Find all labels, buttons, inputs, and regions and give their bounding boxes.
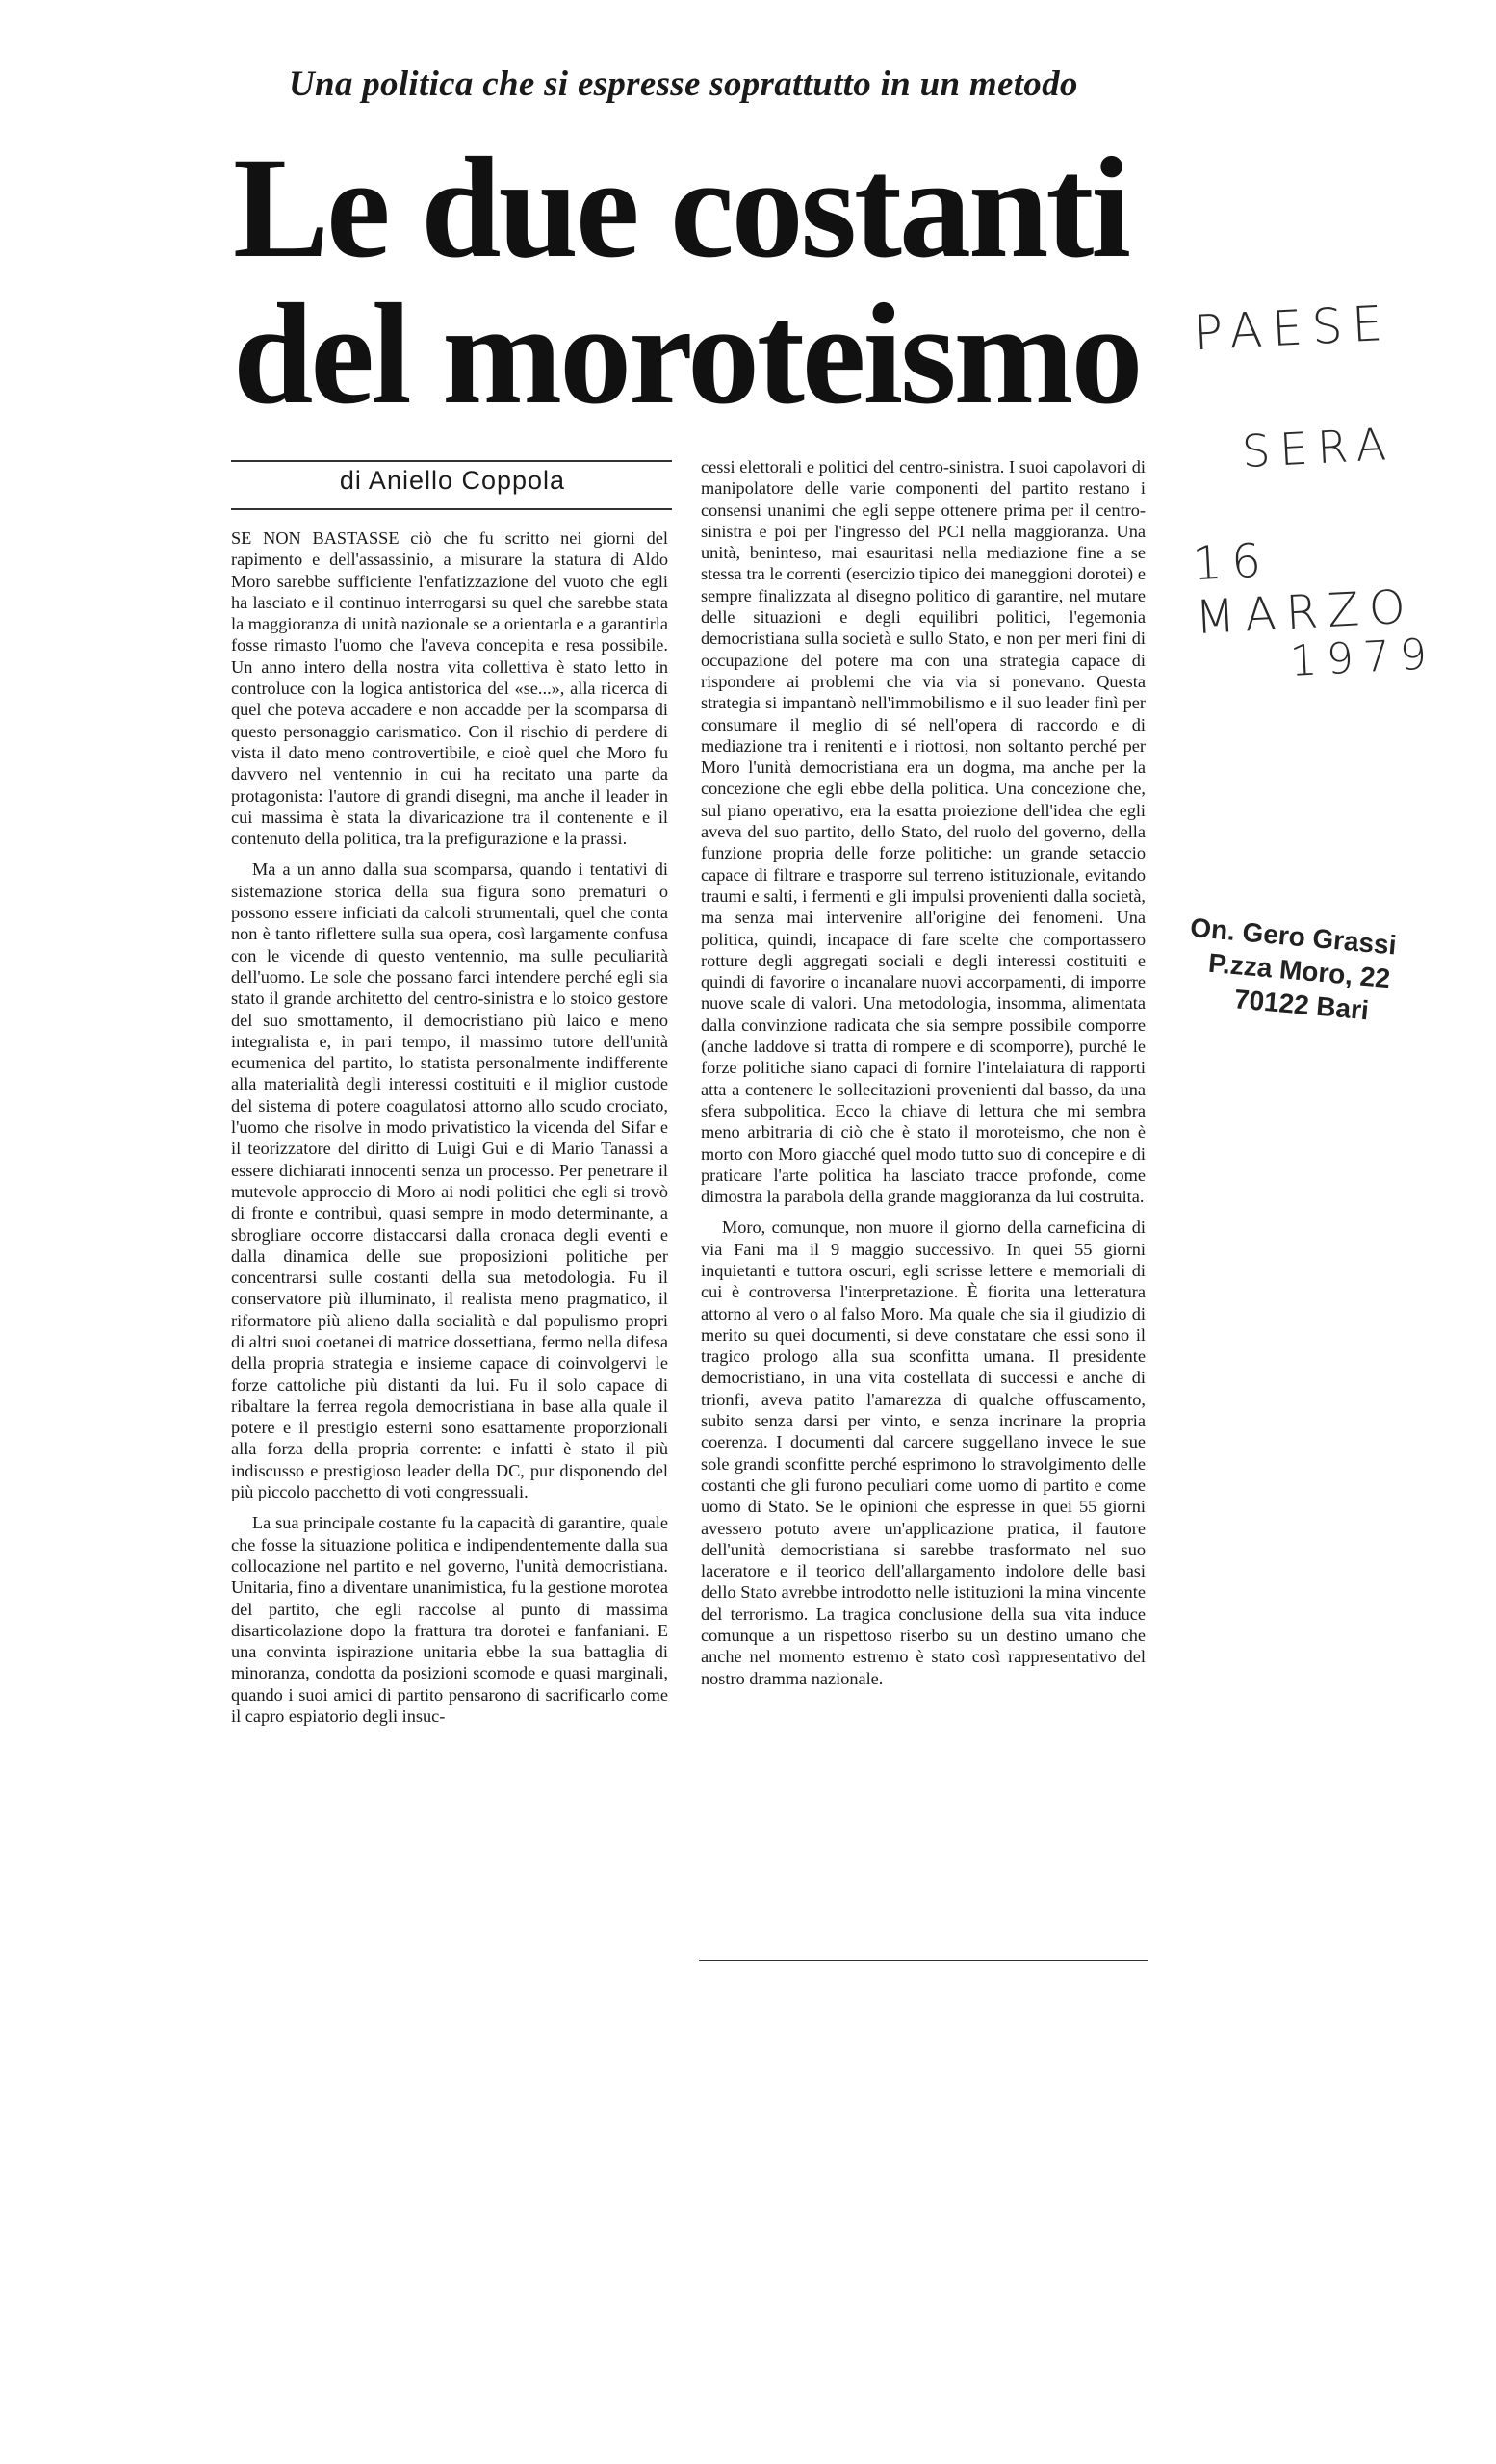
article-byline: di Aniello Coppola <box>339 466 566 495</box>
article-headline <box>233 128 1196 434</box>
stamp-city: 70122 Bari <box>1232 984 1371 1026</box>
headline-line-1: Le due costanti <box>233 128 1128 288</box>
article-column-1 <box>231 527 668 1736</box>
paragraph: SE NON BASTASSE ciò che fu scritto nei giorni del rapimento e dell'assassinio, a misurare la statura di Aldo Moro sarebbe sufficiente l'enfatizzazione del vuoto che egli ha lasciato e il continuo interrogarsi su quel che sarebbe stata la maggioranza di unità nazionale se a orientarla e a garantirla fosse rimasto l'uomo che l'aveva concepita e resa possibile. Un anno intero della nostra vita collettiva è stato letto in controluce con la logica antistorica del «se...», alla ricerca di quel che poteva accadere e non accadde per la scomparsa di questo personaggio carismatico. Con il rischio di perdere di vista il dato meno controvertibile, e cioè quel che Moro fu davvero nel ventennio in cui ha recitato una parte da protagonista: l'autore di grandi disegni, ma anche il leader in cui massima è stata la divaricazione tra il contenente e il contenuto della politica, tra la prefigurazione e la prassi. <box>231 528 668 849</box>
article-kicker: Una politica che si espresse soprattutto in un metodo <box>289 64 1078 104</box>
stamp-street: P.zza Moro, 22 <box>1206 947 1392 994</box>
headline-line-2: del moroteismo <box>233 274 1141 434</box>
article-column-2 <box>701 456 1146 1699</box>
handwritten-source: PAESE <box>1192 295 1394 362</box>
byline-rule-top <box>231 460 672 462</box>
handwritten-year: 1979 <box>1288 629 1438 686</box>
stamp-name: On. Gero Grassi <box>1189 911 1398 961</box>
address-stamp <box>1183 911 1480 1037</box>
paragraph: La sua principale costante fu la capacità di garantire, quale che fosse la situazione politica e indipendentemente dalla sua collocazione nel partito e nel governo, l'unità democristiana. Unitaria, fino a diventare unanimistica, fu la gestione morotea del partito, che egli raccolse al punto di massima disarticolazione dopo la frattura tra dorotei e fanfaniani. E una convinta ispirazione unitaria ebbe la sua battaglia di minoranza, condotta da posizioni scomode e quasi marginali, quando i suoi amici di partito pensarono di sacrificarlo come il capro espiatorio degli insuc- <box>231 1513 668 1727</box>
paragraph: Ma a un anno dalla sua scomparsa, quando i tentativi di sistemazione storica della sua figura sono prematuri o possono essere inficiati da calcoli strumentali, quel che conta non è tanto riflettere sulla sua opera, così largamente confusa con le vicende di questo ventennio, ma sulle peculiarità dell'uomo. Le sole che possano farci intendere perché egli sia stato il grande architetto del centro-sinistra e lo stoico gestore del suo smottamento, il democristiano più laico e meno integralista e, in pari tempo, il massimo tutore dell'unità ecumenica del partito, lo statista personalmente indifferente alla materialità degli interessi costituiti e il miglior custode del sistema di potere coagulatosi attorno allo scudo crociato, l'uomo che risolve in modo privatistico la vicenda del Sifar e il teorizzatore del diritto di Luigi Gui e di Mario Tanassi a essere dichiarati innocenti senza un processo. Per penetrare il mutevole approccio di Moro ai nodi politici che egli si trovò di fronte e contribuì, quasi sempre in modo determinante, a sbrogliare occorre distaccarsi dalla cronaca degli eventi e dalla dinamica delle sue proposizioni politiche per concentrarsi sulle costanti della sua metodologia. Fu il conservatore più illuminato, il realista meno pragmatico, il riformatore più alieno dalla socialità e dal populismo propri di altri suoi coetanei di matrice dossettiana, fermo nella difesa della propria strategia e insieme capace di coinvolgervi le forze cattoliche più distanti da lui. Fu il solo capace di ribaltare la ferrea regola democristiana in base alla quale il potere e il prestigio esterni sono esattamente proporzionali alla forza della propria corrente: e infatti è stato il più indiscusso e prestigioso leader della DC, pur disponendo del più piccolo pacchetto di voti congressuali. <box>231 860 668 1502</box>
paragraph: Moro, comunque, non muore il giorno della carneficina di via Fani ma il 9 maggio successivo. In quei 55 giorni inquietanti e tuttora oscuri, egli scrisse lettere e memoriali di cui è controversa l'interpretazione. È fiorita una letteratura attorno al vero o al falso Moro. Ma quale che sia il giudizio di merito su quei documenti, si deve constatare che essi sono il tragico prologo alla sua sconfitta umana. Il presidente democristiano, in una vita costellata di successi e anche di trionfi, aveva patito l'amarezza di qualche offuscamento, subito senza darsi per vinto, e senza incrinare la propria coerenza. I documenti dal carcere suggellano invece le sue sole grandi sconfitte perché esprimono lo stravolgimento delle costanti che gli furono peculiari come uomo di partito e come uomo di Stato. Se le opinioni che espresse in quei 55 giorni avessero potuto avere un'applicazione pratica, il fautore dell'unità democristiana si sarebbe trasformato nel suo laceratore e il teorico dell'allargamento indolore delle basi dello Stato avrebbe introdotto nelle istituzioni la mina vincente del terrorismo. La tragica conclusione della sua vita induce comunque a un rispettoso riserbo su un destino umano che anche nel momento estremo è stato così rappresentativo del nostro dramma nazionale. <box>701 1218 1146 1688</box>
handwritten-source-2: SERA <box>1240 417 1398 478</box>
handwritten-date: 16 MARZO <box>1191 533 1417 646</box>
paragraph: cessi elettorali e politici del centro-sinistra. I suoi capolavori di manipolatore delle varie componenti del partito restano i consensi unanimi che egli seppe ottenere prima per il centro-sinistra e poi per l'ingresso del PCI nella maggioranza. Una unità, beninteso, mai esauritasi nella mediazione fine a se stessa tra le correnti (esercizio tipico dei maneggioni dorotei) e sempre finalizzata al disegno politico di garantire, nel mutare delle situazioni e degli equilibri politici, l'egemonia democristiana sulla società e sullo Stato, e non per meri fini di occupazione del potere ma con una strategia capace di rispondere ai problemi che via via si ponevano. Questa strategia si impantanò nell'immobilismo e il suo leader finì per consumare il meglio di sé nell'opera di raccordo e di mediazione tra i renitenti e i riottosi, non soltanto perché per Moro l'unità democristiana era un dogma, ma anche per la concezione che egli ebbe della politica. Una concezione che, sul piano operativo, era la esatta proiezione dell'idea che egli aveva del suo partito, dello Stato, del ruolo del governo, della funzione propria delle forze politiche: un grande setaccio capace di filtrare e trasporre sul terreno istituzionale, evitando traumi e salti, i fermenti e gli impulsi provenienti dalla società, ma senza mai intervenire all'origine dei fenomeni. Una politica, quindi, incapace di fare scelte che comportassero rotture degli aggregati sociali e degli interessi costituiti e quindi di favorire o incanalare nuovi accorpamenti, di imporre nuove scale di valori. Una metodologia, insomma, alimentata dalla convinzione radicata che sia sempre possibile comporre (anche laddove si tratta di rompere e di scomporre), purché le forze politiche siano capaci di fornire l'intelaiatura di rapporti atta a contenere le sollecitazioni provenienti dal basso, da una sfera subpolitica. Ecco la chiave di lettura che mi sembra meno arbitraria di ciò che è stato il moroteismo, che non è morto con Moro giacché quel modo tutto suo di concepire e di praticare l'arte politica ha lasciato tracce profonde, come dimostra la parabola della grande maggioranza da lui costruita. <box>701 457 1146 1207</box>
byline-rule-bottom <box>231 508 672 510</box>
article-end-rule <box>699 1960 1148 1961</box>
